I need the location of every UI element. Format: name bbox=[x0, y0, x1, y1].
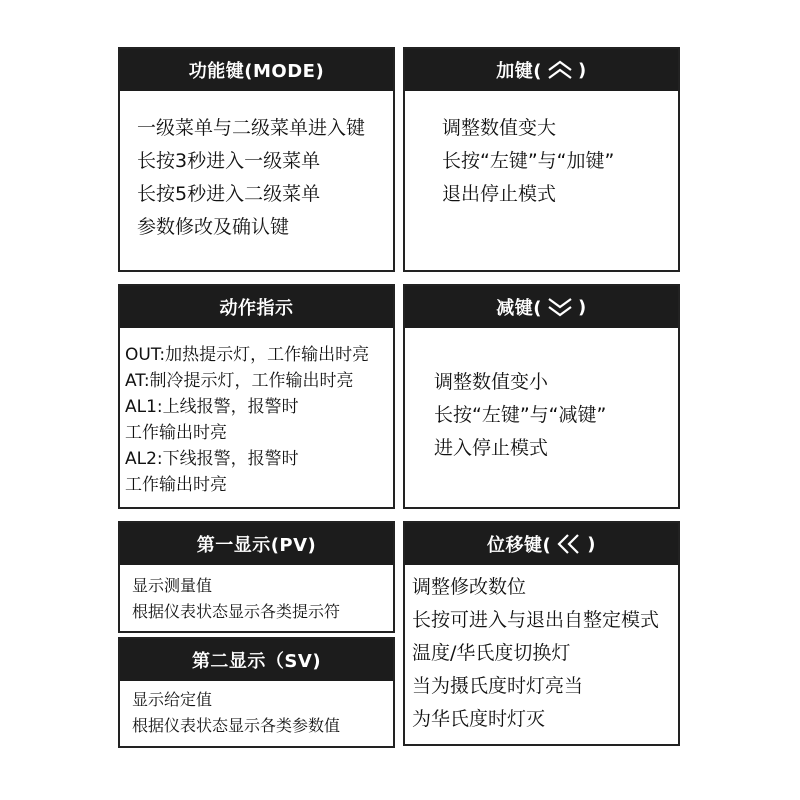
up-key-title-suffix: ) bbox=[578, 59, 587, 81]
mode-key-lines bbox=[137, 112, 365, 244]
pv-display-panel bbox=[118, 521, 395, 633]
mode-key-title: 功能键(MODE) bbox=[188, 61, 325, 82]
down-key-header bbox=[405, 286, 678, 328]
chevron-up-icon bbox=[545, 59, 575, 81]
up-key-line: 退出停止模式 bbox=[442, 183, 557, 205]
mode-key-panel bbox=[118, 47, 395, 272]
down-key-line: 长按“左键”与“减键” bbox=[434, 404, 607, 426]
down-key-lines bbox=[434, 366, 606, 465]
shift-key-line: 调整修改数位 bbox=[412, 576, 527, 598]
mode-key-line: 一级菜单与二级菜单进入键 bbox=[137, 117, 366, 139]
down-key-panel bbox=[403, 284, 680, 509]
indicator-header bbox=[120, 286, 393, 328]
indicator-line: AT:制冷提示灯，工作输出时亮 bbox=[125, 371, 354, 391]
shift-key-panel bbox=[403, 521, 680, 746]
sv-display-line: 显示给定值 bbox=[132, 690, 213, 709]
chevron-down-icon bbox=[545, 296, 575, 318]
indicator-lines bbox=[125, 342, 369, 498]
mode-key-line: 参数修改及确认键 bbox=[137, 216, 290, 238]
shift-key-line: 当为摄氏度时灯亮当 bbox=[412, 675, 584, 697]
shift-key-lines bbox=[412, 571, 659, 736]
up-key-line: 长按“左键”与“加键” bbox=[442, 150, 615, 172]
sv-display-header bbox=[120, 639, 393, 681]
shift-key-line: 温度/华氏度切换灯 bbox=[412, 642, 571, 664]
mode-key-header bbox=[120, 49, 393, 91]
shift-key-header bbox=[405, 523, 678, 565]
indicator-line: OUT:加热提示灯，工作输出时亮 bbox=[125, 345, 370, 365]
up-key-header bbox=[405, 49, 678, 91]
sv-display-lines bbox=[132, 687, 340, 739]
up-key-panel bbox=[403, 47, 680, 272]
shift-key-title-suffix: ) bbox=[587, 533, 596, 555]
indicator-line: AL1:上线报警，报警时 bbox=[125, 397, 299, 417]
indicator-title: 动作指示 bbox=[219, 298, 294, 319]
down-key-title-suffix: ) bbox=[578, 296, 587, 318]
up-key-lines bbox=[442, 112, 614, 211]
up-key-line: 调整数值变大 bbox=[442, 117, 557, 139]
pv-display-line: 显示测量值 bbox=[132, 576, 213, 595]
mode-key-line: 长按3秒进入一级菜单 bbox=[137, 150, 321, 172]
indicator-line: AL2:下线报警，报警时 bbox=[125, 449, 299, 469]
down-key-title-prefix: 减键( bbox=[496, 298, 542, 319]
pv-display-lines bbox=[132, 573, 340, 625]
chevron-left-icon bbox=[554, 533, 584, 555]
shift-key-line: 长按可进入与退出自整定模式 bbox=[412, 609, 660, 631]
mode-key-line: 长按5秒进入二级菜单 bbox=[137, 183, 321, 205]
down-key-line: 进入停止模式 bbox=[434, 437, 549, 459]
up-key-title-prefix: 加键( bbox=[496, 61, 542, 82]
shift-key-title-prefix: 位移键( bbox=[487, 535, 552, 556]
sv-display-panel bbox=[118, 637, 395, 748]
pv-display-header bbox=[120, 523, 393, 565]
down-key-line: 调整数值变小 bbox=[434, 371, 549, 393]
sv-display-line: 根据仪表状态显示各类参数值 bbox=[132, 716, 341, 735]
indicator-line: 工作输出时亮 bbox=[125, 475, 227, 495]
indicator-line: 工作输出时亮 bbox=[125, 423, 227, 443]
shift-key-line: 为华氏度时灯灭 bbox=[412, 708, 546, 730]
pv-display-title: 第一显示(PV) bbox=[196, 535, 317, 556]
indicator-panel bbox=[118, 284, 395, 509]
sv-display-title: 第二显示（SV) bbox=[191, 651, 322, 672]
pv-display-line: 根据仪表状态显示各类提示符 bbox=[132, 602, 341, 621]
